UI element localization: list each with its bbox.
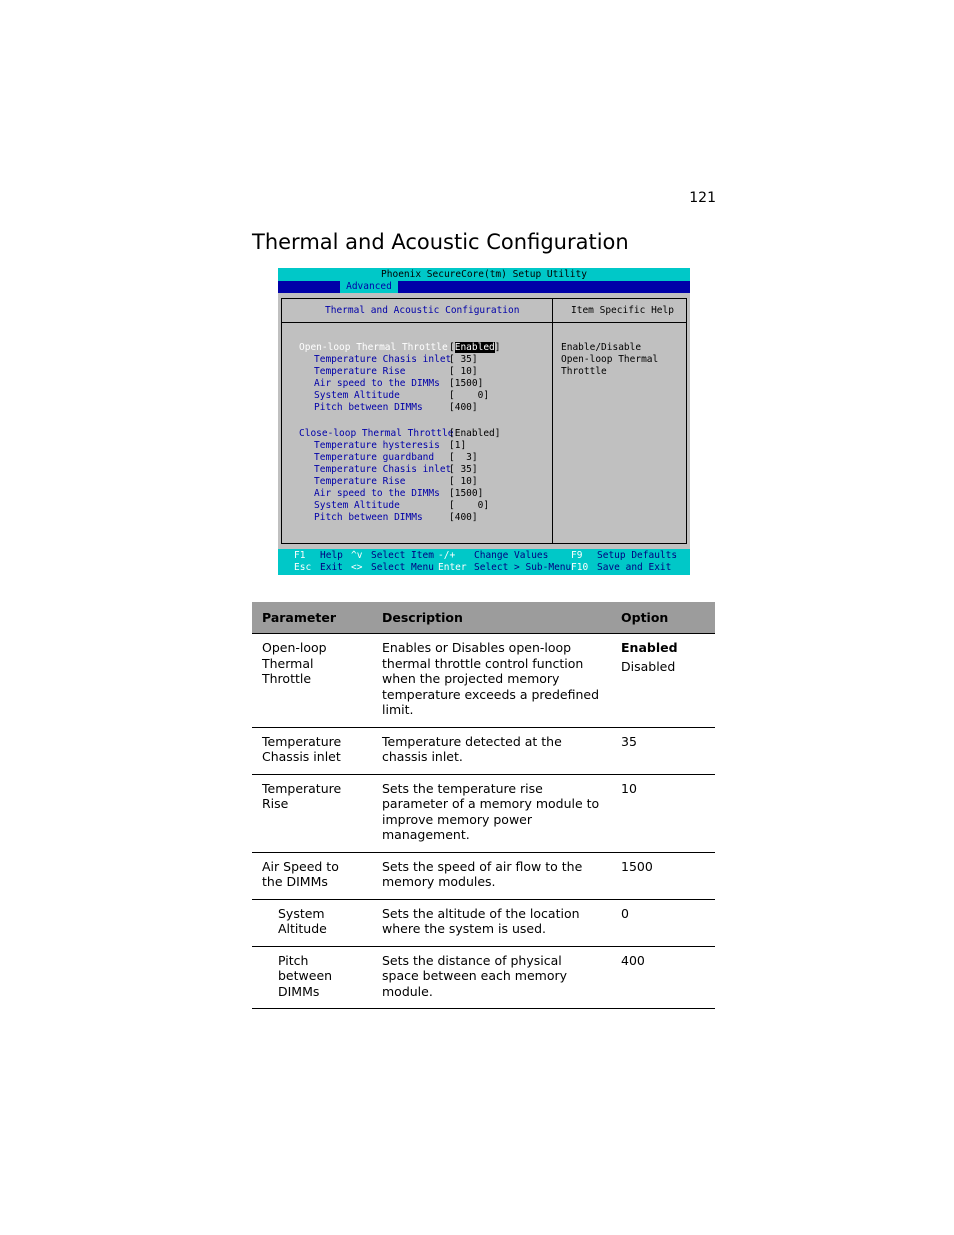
bios-option-value[interactable]: [400]: [449, 512, 478, 523]
cell-parameter: Air Speed to the DIMMs: [252, 852, 372, 899]
key-enter: Enter: [438, 562, 467, 573]
page-number: 121: [689, 190, 716, 206]
tab-advanced[interactable]: Advanced: [340, 281, 398, 293]
key-plusminus: -/+: [438, 550, 456, 561]
bios-option-row[interactable]: [314, 366, 549, 378]
bios-screenshot: [278, 268, 690, 575]
bios-help-line: Throttle: [561, 366, 607, 377]
bios-option-value[interactable]: [Enabled]: [449, 428, 501, 439]
bios-option-value[interactable]: [ 0]: [449, 390, 490, 401]
table-row: [252, 727, 715, 774]
bios-option-label: Pitch between DIMMs: [314, 512, 423, 523]
bios-divider: [281, 322, 687, 323]
bios-option-value[interactable]: [ 10]: [449, 366, 478, 377]
bios-option-row[interactable]: [314, 390, 549, 402]
bios-option-row[interactable]: [314, 464, 549, 476]
bios-option-value[interactable]: [ 3]: [449, 452, 478, 463]
table-row: [252, 946, 715, 1009]
bios-option-row[interactable]: [314, 378, 549, 390]
bios-option-label: System Altitude: [314, 500, 400, 511]
bios-option-value[interactable]: [ 0]: [449, 500, 490, 511]
bios-option-label: Temperature Chasis inlet: [314, 354, 452, 365]
bios-help-line: Open-loop Thermal: [561, 354, 659, 365]
bios-option-close-loop[interactable]: [299, 428, 549, 440]
key-updown: ^v: [351, 550, 363, 561]
bios-option-label: Open-loop Thermal Throttle: [299, 342, 448, 353]
bios-option-label: Air speed to the DIMMs: [314, 378, 440, 389]
cell-description: Sets the altitude of the location where the system is used.: [372, 899, 611, 946]
bios-option-label: Temperature guardband: [314, 452, 435, 463]
bios-selected-value[interactable]: Enabled: [454, 342, 495, 353]
key-f10-desc: Save and Exit: [597, 562, 672, 573]
bios-option-row[interactable]: [314, 440, 549, 452]
table-row: [252, 634, 715, 728]
bios-option-value[interactable]: [ 10]: [449, 476, 478, 487]
table-header-row: [252, 602, 715, 634]
bios-option-value[interactable]: [1]: [449, 440, 467, 451]
bios-option-row[interactable]: [314, 476, 549, 488]
key-enter-desc: Select > Sub-Menu: [474, 562, 572, 573]
bios-option-row[interactable]: [314, 402, 549, 414]
bios-option-row[interactable]: [314, 512, 549, 524]
column-header-option: Option: [611, 602, 715, 634]
bios-option-label: Pitch between DIMMs: [314, 402, 423, 413]
bios-option-label: Close-loop Thermal Throttle: [299, 428, 454, 439]
option-alternate: Disabled: [621, 658, 676, 674]
bios-divider: [552, 298, 553, 544]
bios-key-legend: [278, 549, 690, 575]
bios-title-bar: Phoenix SecureCore(tm) Setup Utility: [278, 268, 690, 281]
bios-option-label: System Altitude: [314, 390, 400, 401]
key-f9-desc: Setup Defaults: [597, 550, 678, 561]
table-row: [252, 774, 715, 852]
cell-description: Sets the temperature rise parameter of a memory module to improve memory power management.: [372, 774, 611, 852]
key-esc: Esc: [294, 562, 312, 573]
cell-option: 0: [611, 899, 715, 946]
key-plusminus-desc: Change Values: [474, 550, 549, 561]
column-header-parameter: Parameter: [252, 602, 372, 634]
bios-option-value[interactable]: [1500]: [449, 488, 484, 499]
bios-option-label: Temperature Rise: [314, 476, 406, 487]
cell-option: [611, 634, 715, 728]
bios-option-label: Air speed to the DIMMs: [314, 488, 440, 499]
cell-description: Enables or Disables open-loop thermal throttle control function when the projected memory temperature exceeds a predefined limit.: [372, 634, 611, 728]
key-f9: F9: [571, 550, 583, 561]
cell-parameter: System Altitude: [252, 899, 372, 946]
bios-option-label: Temperature Rise: [314, 366, 406, 377]
key-f1: F1: [294, 550, 306, 561]
bios-section-heading: Thermal and Acoustic Configuration: [325, 305, 520, 316]
bios-option-value[interactable]: [400]: [449, 402, 478, 413]
cell-description: Sets the speed of air flow to the memory modules.: [372, 852, 611, 899]
cell-parameter: Temperature Chassis inlet: [252, 727, 372, 774]
key-updown-desc: Select Item: [371, 550, 434, 561]
key-leftright-desc: Select Menu: [371, 562, 434, 573]
bios-option-open-loop[interactable]: [299, 342, 549, 354]
option-default: Enabled: [621, 640, 678, 655]
bios-option-value[interactable]: [ 35]: [449, 464, 478, 475]
column-header-description: Description: [372, 602, 611, 634]
bios-help-line: Enable/Disable: [561, 342, 642, 353]
key-f10: F10: [571, 562, 589, 573]
bios-option-row[interactable]: [314, 452, 549, 464]
cell-description: Sets the distance of physical space between each memory module.: [372, 946, 611, 1009]
bios-help-heading: Item Specific Help: [571, 305, 674, 316]
key-leftright: <>: [351, 562, 363, 573]
key-esc-desc: Exit: [320, 562, 343, 573]
cell-parameter: Open-loop Thermal Throttle: [252, 634, 372, 728]
cell-description: Temperature detected at the chassis inlet.: [372, 727, 611, 774]
bios-option-row[interactable]: [314, 354, 549, 366]
parameter-table: [252, 602, 715, 1009]
key-f1-desc: Help: [320, 550, 343, 561]
bios-option-label: Temperature hysteresis: [314, 440, 440, 451]
cell-option: 35: [611, 727, 715, 774]
bios-option-value[interactable]: [ 35]: [449, 354, 478, 365]
table-row: [252, 899, 715, 946]
cell-option: 10: [611, 774, 715, 852]
bios-option-row[interactable]: [314, 500, 549, 512]
bios-option-label: Temperature Chasis inlet: [314, 464, 452, 475]
page-title: Thermal and Acoustic Configuration: [252, 230, 629, 254]
cell-parameter: Temperature Rise: [252, 774, 372, 852]
cell-option: 400: [611, 946, 715, 1009]
cell-option: 1500: [611, 852, 715, 899]
bios-menu-bar: [278, 281, 690, 293]
cell-parameter: Pitch between DIMMs: [252, 946, 372, 1009]
bios-option-row[interactable]: [314, 488, 549, 500]
table-row: [252, 852, 715, 899]
bios-option-value[interactable]: [1500]: [449, 378, 484, 389]
bios-option-value[interactable]: [Enabled]: [449, 342, 501, 353]
